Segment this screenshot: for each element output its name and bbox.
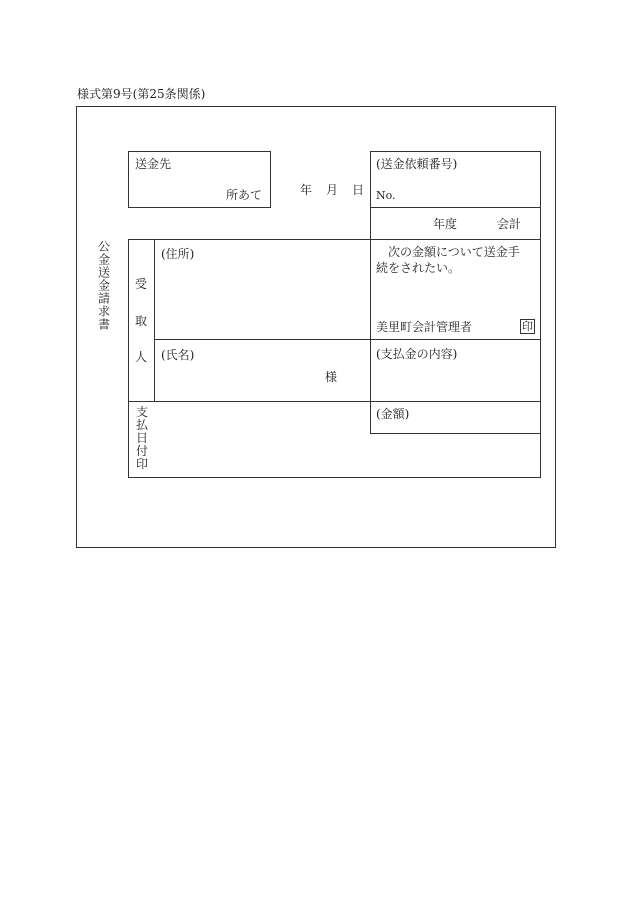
request-text-line1: 次の金額について送金手 [388, 245, 520, 259]
manager-seal: 印 [522, 320, 533, 333]
center-column-divider [370, 239, 371, 434]
date-month: 月 [326, 183, 339, 197]
row-divider-name-date [128, 401, 541, 402]
form-label: 様式第9号(第25条関係) [77, 87, 206, 101]
stamp-char-1: 支 [136, 405, 149, 419]
account-label: 会計 [497, 217, 522, 231]
manager-title: 美里町会計管理者 [376, 320, 473, 334]
recipient-char-1: 受 [135, 277, 148, 291]
date-year: 年 [300, 183, 313, 197]
fiscal-left-border [370, 207, 371, 240]
destination-label: 送金先 [135, 157, 172, 171]
request-text-line2: 続をされたい。 [376, 261, 461, 275]
fiscal-right-border [540, 207, 541, 240]
recipient-char-2: 取 [135, 314, 148, 328]
recipient-honorific: 様 [325, 370, 338, 384]
stamp-char-5: 印 [136, 457, 149, 471]
fiscal-year-label: 年度 [433, 217, 458, 231]
payment-content-label: (支払金の内容) [376, 347, 458, 361]
date-day: 日 [352, 183, 365, 197]
row-divider-address-name [154, 339, 541, 340]
address-label: (住所) [161, 247, 195, 261]
stamp-char-4: 付 [136, 444, 149, 458]
amount-label: (金額) [376, 407, 410, 421]
request-number-no: No. [376, 189, 396, 202]
recipient-char-3: 人 [135, 350, 148, 364]
document-title [96, 240, 110, 331]
stamp-char-3: 日 [136, 431, 149, 445]
title-char: 公金送金請求書 [96, 240, 111, 331]
amount-bottom-line [370, 433, 541, 434]
request-number-label: (送金依頼番号) [376, 157, 458, 171]
destination-suffix: 所あて [226, 188, 263, 202]
recipient-column-divider [154, 239, 155, 402]
name-label: (氏名) [161, 348, 195, 362]
stamp-char-2: 払 [136, 418, 149, 432]
